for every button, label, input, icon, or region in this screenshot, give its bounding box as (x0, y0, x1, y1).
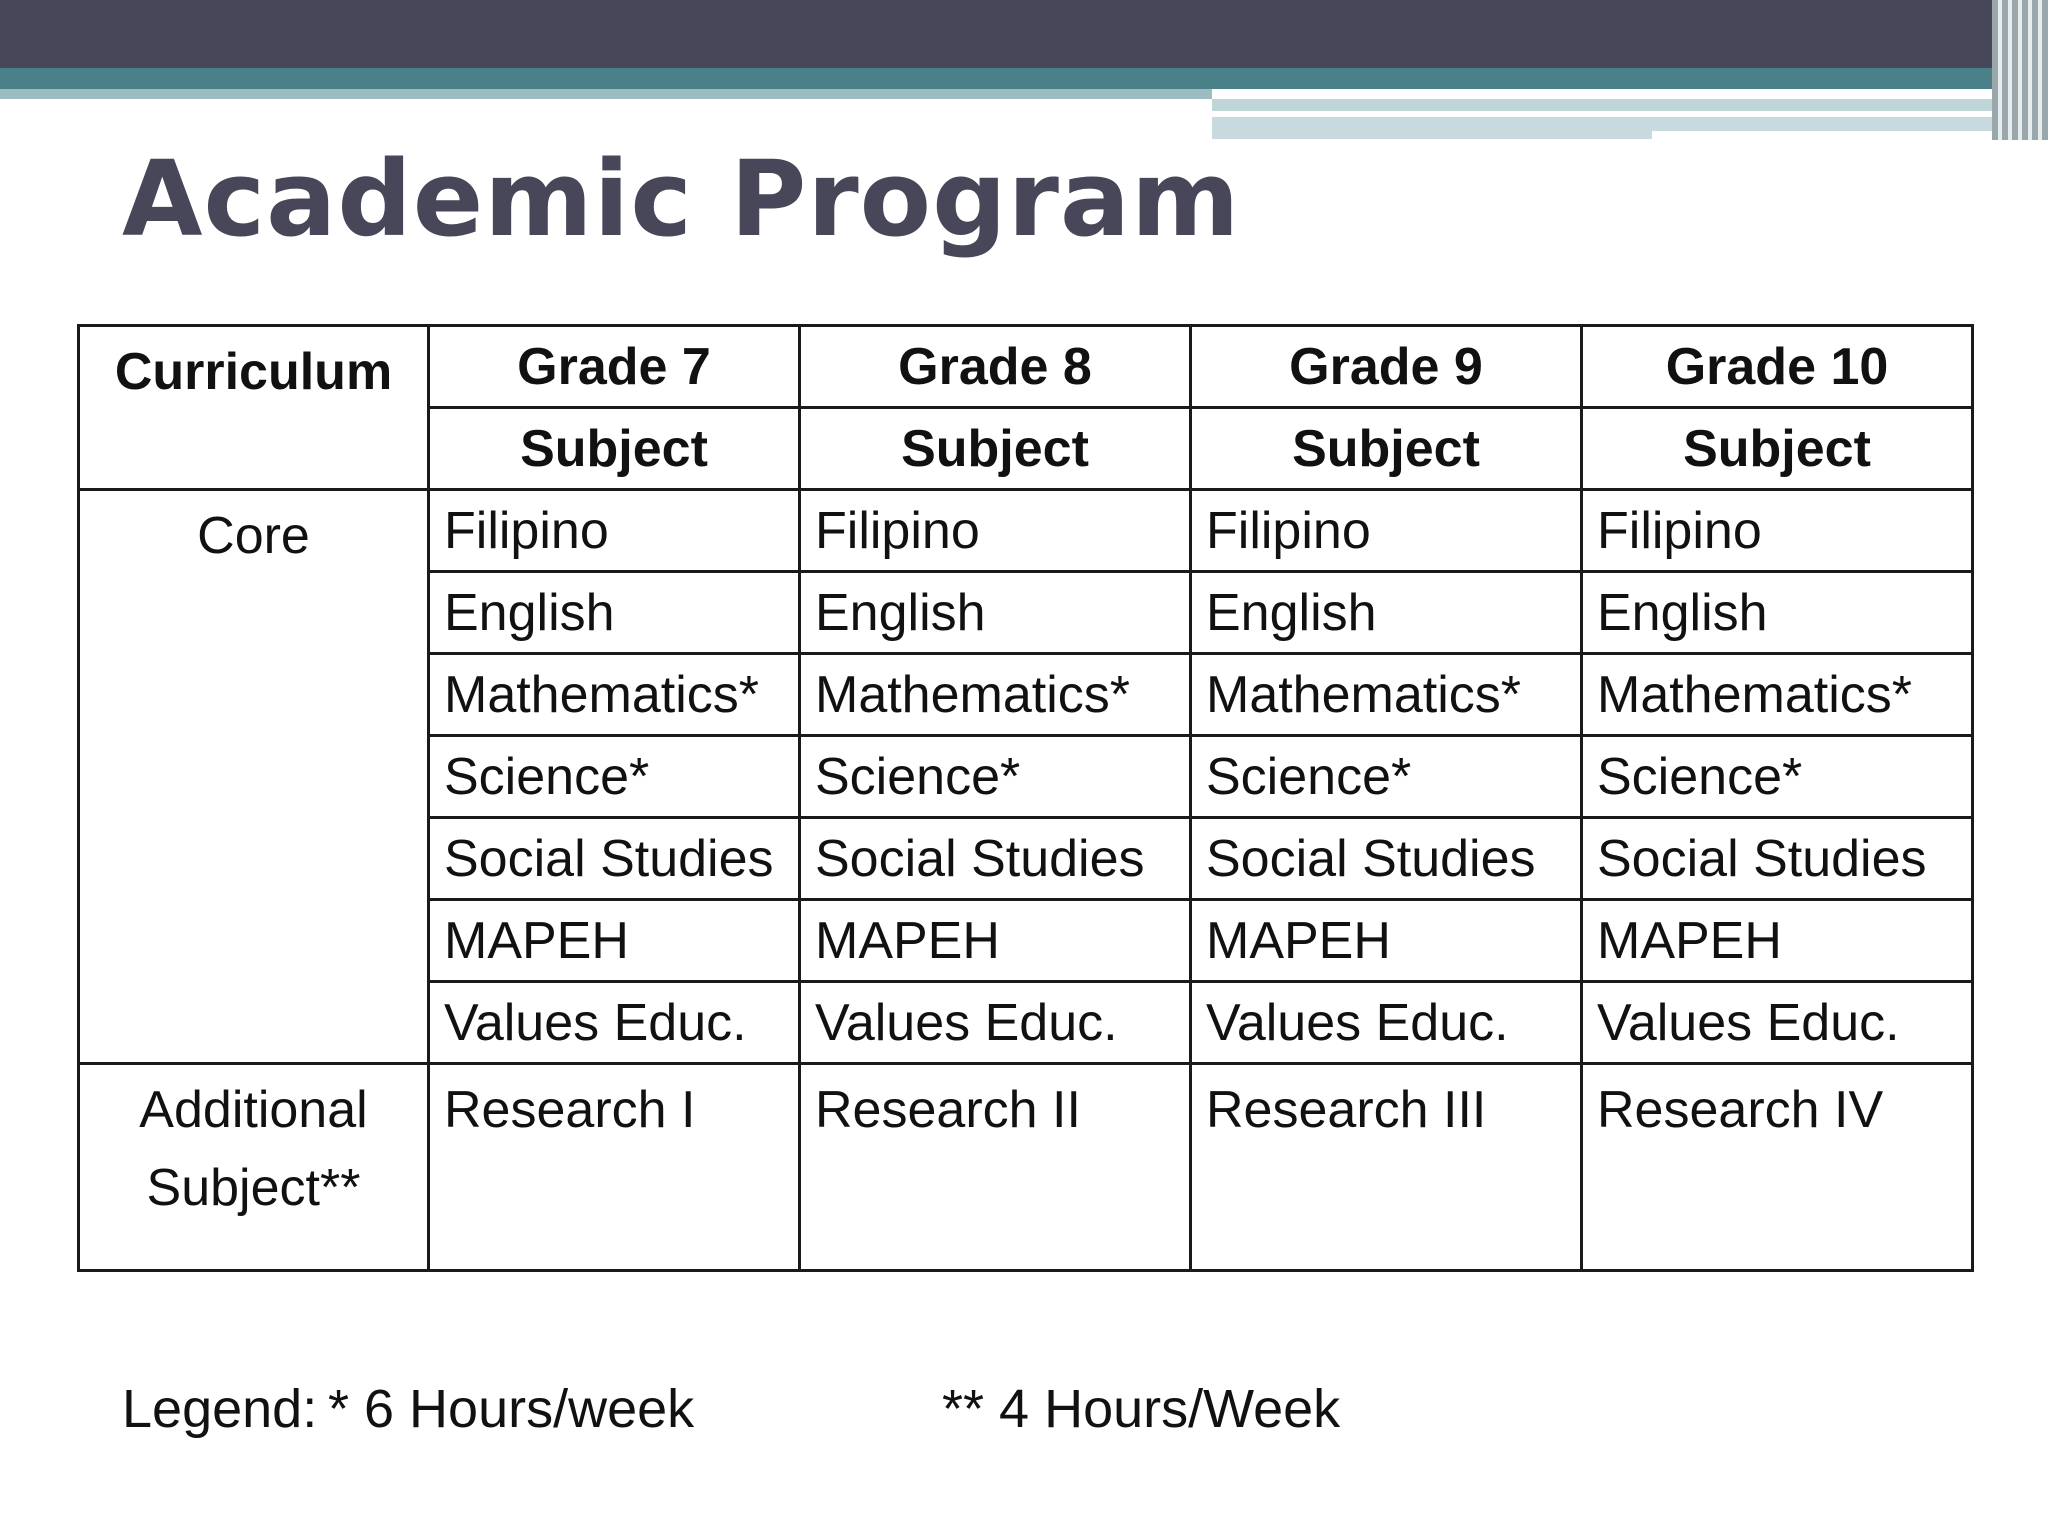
subject-cell: Filipino (429, 490, 800, 572)
grade-header: Grade 9 (1191, 326, 1582, 408)
slide-accent-stripe-light (0, 89, 1212, 99)
table-row-additional (79, 1064, 1973, 1271)
table-header-row (79, 326, 1973, 408)
core-category-label: Core (79, 490, 429, 1064)
subject-cell: MAPEH (429, 900, 800, 982)
subject-cell: Mathematics* (429, 654, 800, 736)
subject-cell: Values Educ. (429, 982, 800, 1064)
subject-cell: Social Studies (1582, 818, 1973, 900)
subject-cell: Values Educ. (1191, 982, 1582, 1064)
subject-cell: English (1191, 572, 1582, 654)
subject-cell: Science* (800, 736, 1191, 818)
grade-header: Grade 10 (1582, 326, 1973, 408)
legend-label: Legend: (122, 1379, 318, 1439)
subject-cell: English (800, 572, 1191, 654)
subject-cell: Filipino (1582, 490, 1973, 572)
legend-note-4-hours: ** 4 Hours/Week (942, 1379, 1341, 1439)
subject-header: Subject (1191, 408, 1582, 490)
subject-cell: English (1582, 572, 1973, 654)
subject-cell: Research II (800, 1064, 1191, 1271)
slide-accent-stripe (0, 68, 2048, 89)
slide-title: Academic Program (122, 138, 1241, 260)
subject-cell: Values Educ. (1582, 982, 1973, 1064)
subject-cell: Social Studies (800, 818, 1191, 900)
table-row (79, 490, 1973, 572)
subject-cell: Science* (1582, 736, 1973, 818)
legend-note-6-hours: * 6 Hours/week (328, 1379, 695, 1439)
slide-accent-gap-lower (1652, 131, 2008, 139)
academic-program-table (77, 324, 1974, 1272)
subject-cell: MAPEH (1582, 900, 1973, 982)
subject-cell: Research III (1191, 1064, 1582, 1271)
subject-cell: Mathematics* (800, 654, 1191, 736)
curriculum-header: Curriculum (79, 326, 429, 490)
grade-header: Grade 8 (800, 326, 1191, 408)
slide-edge-decoration (1992, 0, 2048, 140)
subject-cell: MAPEH (800, 900, 1191, 982)
subject-cell: Mathematics* (1582, 654, 1973, 736)
additional-category-label: Additional Subject** (79, 1064, 429, 1271)
slide-top-bar (0, 0, 2048, 68)
subject-cell: English (429, 572, 800, 654)
slide-accent-stripe-right (1212, 99, 2008, 111)
subject-header: Subject (800, 408, 1191, 490)
grade-header: Grade 7 (429, 326, 800, 408)
subject-cell: Social Studies (429, 818, 800, 900)
subject-cell: Filipino (1191, 490, 1582, 572)
subject-cell: MAPEH (1191, 900, 1582, 982)
subject-cell: Values Educ. (800, 982, 1191, 1064)
subject-header: Subject (1582, 408, 1973, 490)
subject-cell: Research IV (1582, 1064, 1973, 1271)
subject-cell: Mathematics* (1191, 654, 1582, 736)
subject-cell: Filipino (800, 490, 1191, 572)
subject-cell: Research I (429, 1064, 800, 1271)
subject-header: Subject (429, 408, 800, 490)
subject-cell: Science* (429, 736, 800, 818)
subject-cell: Social Studies (1191, 818, 1582, 900)
subject-cell: Science* (1191, 736, 1582, 818)
